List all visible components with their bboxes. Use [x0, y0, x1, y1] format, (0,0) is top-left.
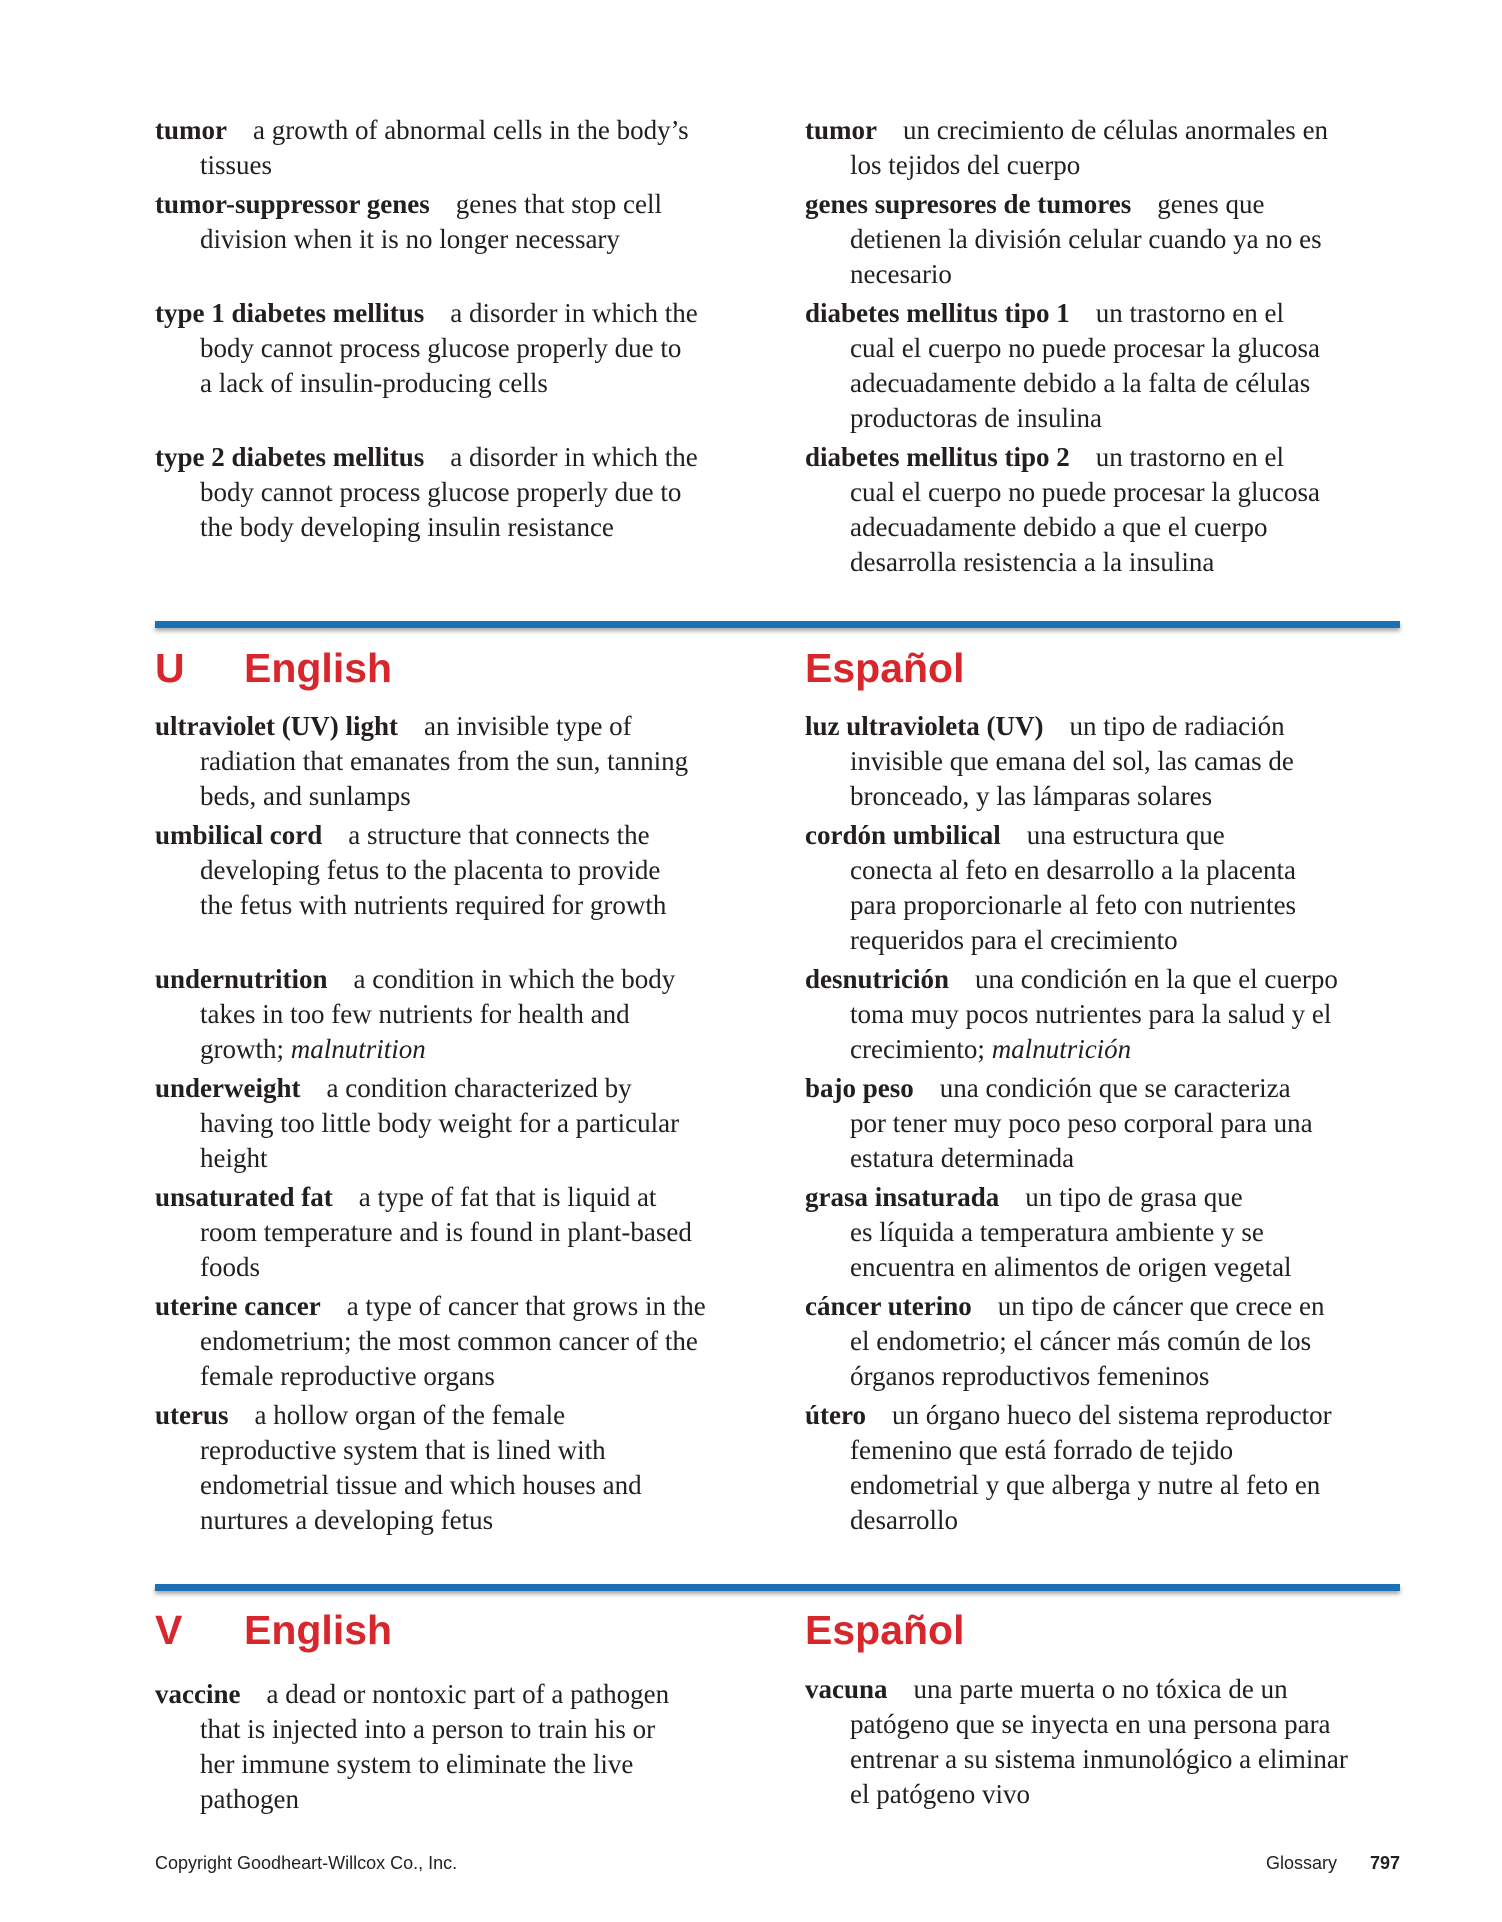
glossary-term: diabetes mellitus tipo 2	[805, 442, 1070, 472]
section-letter: U	[155, 645, 185, 691]
definition-line: having too little body weight for a particular	[200, 1108, 680, 1138]
glossary-term: undernutrition	[155, 964, 328, 994]
definition-line: genes that stop cell	[455, 189, 662, 219]
definition-line: the body developing insulin resistance	[200, 512, 614, 542]
glossary-entry-en	[155, 187, 662, 257]
section-rule	[155, 621, 1400, 628]
definition-line: female reproductive organs	[200, 1361, 495, 1391]
definition-line: el patógeno vivo	[850, 1779, 1030, 1809]
definition-line: cual el cuerpo no puede procesar la glucosa	[850, 477, 1321, 507]
glossary-term: vacuna	[805, 1674, 888, 1704]
definition-line: a lack of insulin-producing cells	[200, 368, 548, 398]
glossary-entry-es	[805, 296, 1320, 436]
glossary-entry-es	[805, 1398, 1332, 1538]
definition-line: takes in too few nutrients for health and	[200, 999, 630, 1029]
definition-line: para proporcionarle al feto con nutrientes	[850, 890, 1297, 920]
definition-line: endometrium; the most common cancer of the	[200, 1326, 698, 1356]
definition-line: a structure that connects the	[348, 820, 650, 850]
glossary-entry-es	[805, 440, 1320, 580]
definition-line: growth;	[200, 1034, 284, 1064]
definition-line: developing fetus to the placenta to provide	[200, 855, 661, 885]
glossary-entry-es	[805, 1071, 1313, 1176]
glossary-entry-es	[805, 113, 1328, 183]
glossary-term: genes supresores de tumores	[805, 189, 1132, 219]
definition-line: adecuadamente debido a la falta de células	[850, 368, 1311, 398]
glossary-entry-en	[155, 440, 698, 545]
definition-line: los tejidos del cuerpo	[850, 150, 1081, 180]
glossary-term: vaccine	[155, 1679, 241, 1709]
definition-line: el endometrio; el cáncer más común de los	[850, 1326, 1312, 1356]
definition-line: una parte muerta o no tóxica de un	[913, 1674, 1288, 1704]
section-rule	[155, 1584, 1400, 1591]
glossary-term: underweight	[155, 1073, 301, 1103]
glossary-term: luz ultravioleta (UV)	[805, 711, 1044, 741]
definition-line: radiation that emanates from the sun, tanning	[200, 746, 689, 776]
definition-line: productoras de insulina	[850, 403, 1102, 433]
definition-line: encuentra en alimentos de origen vegetal	[850, 1252, 1292, 1282]
definition-line: por tener muy poco peso corporal para una	[850, 1108, 1313, 1138]
section-heading-english: English	[244, 645, 393, 691]
definition-line: bronceado, y las lámparas solares	[850, 781, 1213, 811]
definition-line: estatura determinada	[850, 1143, 1075, 1173]
section-heading-english: English	[244, 1607, 393, 1653]
copyright-notice: Copyright Goodheart-Willcox Co., Inc.	[155, 1853, 458, 1873]
definition-line: una condición en la que el cuerpo	[975, 964, 1338, 994]
glossary-term: uterine cancer	[155, 1291, 321, 1321]
footer-section-name: Glossary	[1266, 1853, 1338, 1873]
definition-line: that is injected into a person to train his or	[200, 1714, 656, 1744]
section-letter: V	[155, 1607, 183, 1653]
definition-line: height	[200, 1143, 268, 1173]
definition-line: cual el cuerpo no puede procesar la glucosa	[850, 333, 1321, 363]
definition-line: her immune system to eliminate the live	[200, 1749, 634, 1779]
glossary-term: uterus	[155, 1400, 229, 1430]
glossary-term: unsaturated fat	[155, 1182, 333, 1212]
glossary-term: tumor-suppressor genes	[155, 189, 430, 219]
definition-line: un trastorno en el	[1095, 298, 1284, 328]
glossary-entry-en	[155, 1180, 692, 1285]
definition-line: entrenar a su sistema inmunológico a eliminar	[850, 1744, 1348, 1774]
definition-line: patógeno que se inyecta en una persona para	[850, 1709, 1331, 1739]
definition-line: endometrial tissue and which houses and	[200, 1470, 642, 1500]
definition-line: foods	[200, 1252, 260, 1282]
glossary-entry-en	[155, 1677, 669, 1817]
glossary-term: tumor	[155, 115, 227, 145]
definition-line: a growth of abnormal cells in the body’s	[252, 115, 689, 145]
glossary-entry-en	[155, 962, 675, 1067]
glossary-term: útero	[805, 1400, 866, 1430]
definition-line: room temperature and is found in plant-based	[200, 1217, 692, 1247]
glossary-entry-es	[805, 1672, 1348, 1812]
definition-line: toma muy pocos nutrientes para la salud y el	[850, 999, 1332, 1029]
definition-line: órganos reproductivos femeninos	[850, 1361, 1210, 1391]
glossary-entry-en	[155, 296, 698, 401]
section-heading-spanish: Español	[805, 645, 965, 691]
definition-line: necesario	[850, 259, 952, 289]
definition-line: un tipo de grasa que	[1025, 1182, 1243, 1212]
glossary-term: type 2 diabetes mellitus	[155, 442, 425, 472]
definition-line: un crecimiento de células anormales en	[902, 115, 1329, 145]
definition-line: a type of cancer that grows in the	[346, 1291, 706, 1321]
glossary-term: ultraviolet (UV) light	[155, 711, 398, 741]
glossary-entry-es	[805, 1289, 1325, 1394]
definition-line: body cannot process glucose properly due to	[200, 477, 682, 507]
definition-line: a dead or nontoxic part of a pathogen	[266, 1679, 670, 1709]
definition-line: a condition characterized by	[326, 1073, 632, 1103]
definition-line: the fetus with nutrients required for growth	[200, 890, 667, 920]
glossary-entry-en	[155, 818, 666, 923]
definition-line: reproductive system that is lined with	[200, 1435, 606, 1465]
definition-line: conecta al feto en desarrollo a la placenta	[850, 855, 1297, 885]
definition-line: a disorder in which the	[450, 298, 698, 328]
glossary-term: grasa insaturada	[805, 1182, 1000, 1212]
glossary-entry-es	[805, 187, 1322, 292]
glossary-term: type 1 diabetes mellitus	[155, 298, 425, 328]
definition-line: a disorder in which the	[450, 442, 698, 472]
definition-line: adecuadamente debido a que el cuerpo	[850, 512, 1268, 542]
glossary-term: diabetes mellitus tipo 1	[805, 298, 1070, 328]
synonym: malnutrición	[991, 1034, 1132, 1064]
definition-line: femenino que está forrado de tejido	[850, 1435, 1234, 1465]
definition-line: a hollow organ of the female	[254, 1400, 566, 1430]
glossary-term: umbilical cord	[155, 820, 323, 850]
definition-line: un órgano hueco del sistema reproductor	[892, 1400, 1332, 1430]
definition-line: un tipo de cáncer que crece en	[997, 1291, 1325, 1321]
definition-line: body cannot process glucose properly due to	[200, 333, 682, 363]
definition-line: un trastorno en el	[1095, 442, 1284, 472]
glossary-entry-en	[155, 1398, 642, 1538]
glossary-entry-es	[805, 818, 1296, 958]
definition-line: una estructura que	[1026, 820, 1225, 850]
definition-line: an invisible type of	[423, 711, 632, 741]
definition-line: endometrial y que alberga y nutre al feto en	[850, 1470, 1321, 1500]
section-heading-spanish: Español	[805, 1607, 965, 1653]
definition-line: es líquida a temperatura ambiente y se	[850, 1217, 1264, 1247]
synonym: malnutrition	[290, 1034, 426, 1064]
definition-line: desarrolla resistencia a la insulina	[850, 547, 1215, 577]
glossary-entry-en	[155, 1289, 706, 1394]
definition-line: division when it is no longer necessary	[200, 224, 620, 254]
definition-line: tissues	[200, 150, 273, 180]
glossary-term: bajo peso	[805, 1073, 914, 1103]
definition-line: invisible que emana del sol, las camas de	[850, 746, 1294, 776]
definition-line: beds, and sunlamps	[200, 781, 411, 811]
definition-line: detienen la división celular cuando ya no es	[850, 224, 1322, 254]
page-number: 797	[1370, 1853, 1401, 1873]
definition-line: crecimiento;	[850, 1034, 985, 1064]
definition-line: nurtures a developing fetus	[200, 1505, 494, 1535]
glossary-entry-en	[155, 709, 688, 814]
definition-line: requeridos para el crecimiento	[850, 925, 1178, 955]
glossary-term: tumor	[805, 115, 877, 145]
definition-line: genes que	[1157, 189, 1265, 219]
glossary-entry-es	[805, 709, 1294, 814]
glossary-term: cáncer uterino	[805, 1291, 972, 1321]
definition-line: a type of fat that is liquid at	[358, 1182, 657, 1212]
glossary-entry-es	[805, 1180, 1292, 1285]
glossary-term: cordón umbilical	[805, 820, 1001, 850]
definition-line: una condición que se caracteriza	[939, 1073, 1291, 1103]
glossary-entry-en	[155, 1071, 679, 1176]
definition-line: a condition in which the body	[353, 964, 676, 994]
glossary-entry-es	[805, 962, 1338, 1067]
definition-line: desarrollo	[850, 1505, 958, 1535]
definition-line: un tipo de radiación	[1069, 711, 1285, 741]
definition-line: pathogen	[200, 1784, 299, 1814]
glossary-term: desnutrición	[805, 964, 950, 994]
glossary-entry-en	[155, 113, 689, 183]
